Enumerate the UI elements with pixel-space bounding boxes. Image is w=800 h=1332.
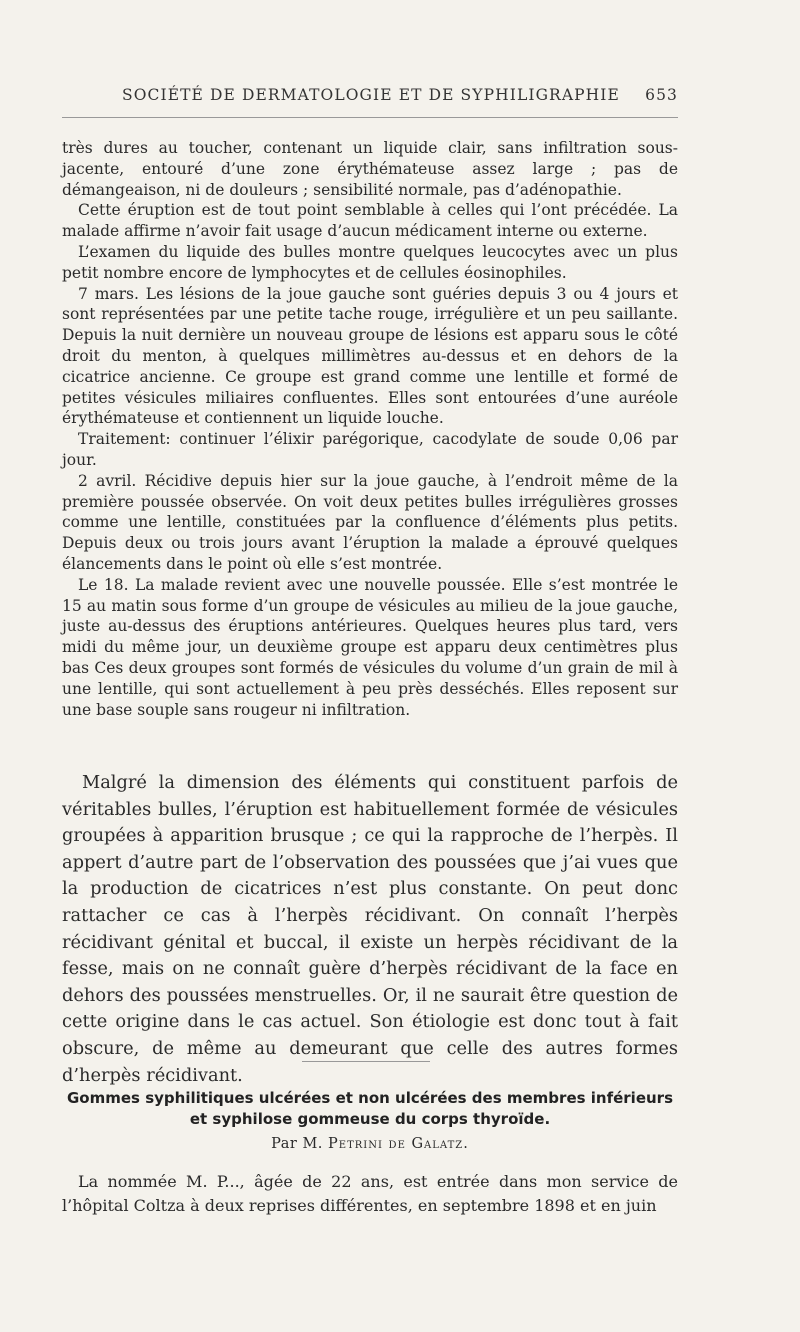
running-title: SOCIÉTÉ DE DERMATOLOGIE ET DE SYPHILIGRAPHIE [122,86,620,104]
section-separator [302,1061,430,1062]
observation-section [62,138,678,720]
page-number: 653 [645,86,678,104]
observation-paragraph: 2 avril. Récidive depuis hier sur la joue gauche, à l’endroit même de la première poussée observée. On voit deux petites bulles irrégulières grosses comme une lentille, constituées par la confluence d’éléments plus petits. Depuis deux ou trois jours avant l’éruption la malade a éprouvé quelques élancements dans le point où elle s’est montrée. [62,471,678,573]
observation-paragraph: très dures au toucher, contenant un liquide clair, sans infiltration sous-jacente, entouré d’une zone érythémateuse assez large ; pas de démangeaison, ni de douleurs ; sensibilité normale, pas d’adénopathie. [62,139,678,199]
running-header [62,86,678,104]
article-first-paragraph: La nommée M. P..., âgée de 22 ans, est entrée dans mon service de l’hôpital Coltza à deux reprises différentes, en septembre 1898 et en juin [62,1172,678,1215]
discussion-paragraph: Malgré la dimension des éléments qui constituent parfois de véritables bulles, l’éruption est habituellement formée de vésicules groupées à apparition brusque ; ce qui la rapproche de l’herpès. Il appert d’autre part de l’observation des poussées que j’ai vues que la production de cicatrices n’est plus constante. On peut donc rattacher ce cas à l’herpès récidivant. On connaît l’herpès récidivant génital et buccal, il existe un herpès récidivant de la fesse, mais on ne connaît guère d’herpès récidivant de la face en dehors des poussées menstruelles. Or, il ne saurait être question de cette origine dans le cas actuel. Son étiologie est donc tout à fait obscure, de même au demeurant que celle des autres formes d’herpès récidivant. [62,772,678,1086]
article-body [62,1170,678,1218]
article-title: Gommes syphilitiques ulcérées et non ulcérées des membres inférieurs et syphilose gommeuse du corps thyroïde. [67,1089,673,1128]
observation-paragraph: Traitement: continuer l’élixir parégorique, cacodylate de soude 0,06 par jour. [62,430,678,469]
article-author [62,1136,678,1152]
author-prefix: Par M. [271,1136,323,1152]
author-name: Petrini de Galatz. [328,1136,469,1152]
observation-paragraph: 7 mars. Les lésions de la joue gauche sont guéries depuis 3 ou 4 jours et sont représentées par une petite tache rouge, irrégulière et un peu saillante. Depuis la nuit dernière un nouveau groupe de lésions est apparu sous le côté droit du menton, à quelques millimètres au-dessus et en dehors de la cicatrice ancienne. Ce groupe est grand comme une lentille et formé de petites vésicules miliaires confluentes. Elles sont entourées d’une auréole érythémateuse et contiennent un liquide louche. [62,284,678,428]
header-rule [62,117,678,118]
observation-paragraph: Le 18. La malade revient avec une nouvelle poussée. Elle s’est montrée le 15 au matin sous forme d’un groupe de vésicules au milieu de la joue gauche, juste au-dessus des éruptions antérieures. Quelques heures plus tard, vers midi du même jour, un deuxième groupe est apparu deux centimètres plus bas Ces deux groupes sont formés de vésicules du volume d’un grain de mil à une lentille, qui sont actuellement à peu près desséchés. Elles reposent sur une base souple sans rougeur ni infiltration. [62,575,678,719]
observation-paragraph: L’examen du liquide des bulles montre quelques leucocytes avec un plus petit nombre encore de lymphocytes et de cellules éosinophiles. [62,242,678,282]
observation-paragraph: Cette éruption est de tout point semblable à celles qui l’ont précédée. La malade affirme n’avoir fait usage d’aucun médicament interne ou externe. [62,201,678,241]
discussion-section [62,770,678,1089]
